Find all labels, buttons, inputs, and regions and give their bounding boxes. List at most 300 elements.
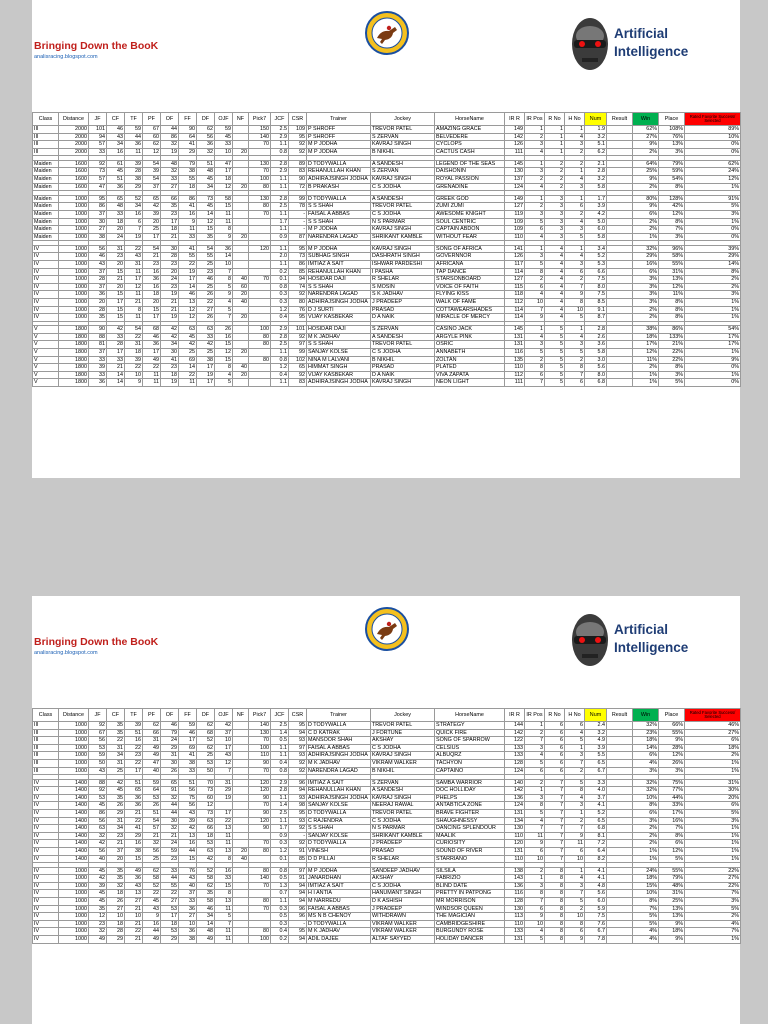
table-cell: 131 (505, 810, 525, 818)
table-row (33, 268, 741, 276)
table-cell: 11 (565, 840, 585, 848)
table-cell (607, 787, 633, 795)
table-cell: 33 (179, 898, 197, 906)
table-cell: 11 (215, 905, 233, 913)
table-cell: 5% (685, 203, 741, 211)
column-header: Trainer (307, 709, 371, 722)
table-cell: 65 (143, 195, 161, 203)
table-cell: 21 (125, 810, 143, 818)
table-cell: 9 (565, 291, 585, 299)
table-cell: 38 (179, 936, 197, 944)
table-cell: 130 (505, 905, 525, 913)
table-cell: 30 (161, 759, 179, 767)
table-cell: VOICE OF FAITH (435, 283, 505, 291)
table-cell: III (33, 729, 59, 737)
table-cell (607, 203, 633, 211)
table-cell (607, 848, 633, 856)
table-cell: 1 (525, 326, 545, 334)
table-cell: 149 (505, 195, 525, 203)
table-cell: 2.5 (271, 341, 289, 349)
table-cell: 3.2 (585, 729, 607, 737)
table-cell: 131 (505, 936, 525, 944)
table-cell: 42 (197, 341, 215, 349)
table-cell: IV (33, 920, 59, 928)
column-header: IR R (505, 113, 525, 126)
table-row (33, 867, 741, 875)
table-row (33, 759, 741, 767)
table-cell: 31 (107, 744, 125, 752)
table-cell: 10 (107, 913, 125, 921)
table-cell: D TODYWALLA (307, 160, 371, 168)
table-cell: 27 (161, 898, 179, 906)
table-cell: IV (33, 936, 59, 944)
table-cell: 11 (215, 936, 233, 944)
table-cell (233, 261, 249, 269)
table-row (33, 802, 741, 810)
table-cell: 7 (545, 855, 565, 863)
table-cell: 59 (179, 722, 197, 730)
ai-line-1: Artificial (614, 622, 669, 637)
table-cell: 91 (161, 787, 179, 795)
table-row (33, 148, 741, 156)
table-cell: 1.1 (271, 752, 289, 760)
table-cell: 1% (633, 379, 659, 387)
table-cell: 5.8 (585, 233, 607, 241)
table-cell: 2.1 (585, 160, 607, 168)
table-cell: 28 (125, 168, 143, 176)
table-cell: 4 (565, 218, 585, 226)
table-cell: 4.1 (585, 867, 607, 875)
table-cell (233, 882, 249, 890)
table-cell: 2.8 (271, 787, 289, 795)
table-cell: 1.2 (271, 306, 289, 314)
table-cell: 34 (197, 183, 215, 191)
table-cell: 92 (289, 825, 307, 833)
column-header: CF (107, 709, 125, 722)
table-cell: 28 (89, 306, 107, 314)
table-cell (607, 253, 633, 261)
table-cell: 40 (233, 364, 249, 372)
table-cell: 1400 (59, 817, 89, 825)
table-cell: 18% (633, 737, 659, 745)
table-cell: 0.3 (271, 840, 289, 848)
table-cell: 33 (107, 333, 125, 341)
table-cell: J PRADEEP (371, 298, 435, 306)
table-cell: 30 (89, 218, 107, 226)
table-cell: 47 (89, 183, 107, 191)
table-row (33, 817, 741, 825)
table-cell: 88 (89, 333, 107, 341)
table-cell: 90 (249, 825, 271, 833)
table-cell: 20 (107, 261, 125, 269)
table-cell (233, 722, 249, 730)
table-cell: 140 (249, 722, 271, 730)
table-cell: 1% (685, 371, 741, 379)
table-cell: D K ASHISH (371, 898, 435, 906)
table-cell: 29% (633, 253, 659, 261)
table-cell: 1000 (59, 928, 89, 936)
table-cell: WINDSOR QUEEN (435, 905, 505, 913)
table-cell (607, 882, 633, 890)
table-cell (607, 195, 633, 203)
table-cell: 15 (125, 855, 143, 863)
table-cell: IV (33, 882, 59, 890)
table-cell: 9 (565, 832, 585, 840)
table-cell: 34 (107, 825, 125, 833)
table-cell: BRAVE FIGHTER (435, 810, 505, 818)
table-cell (233, 875, 249, 883)
table-cell: C S JODHA (371, 183, 435, 191)
table-cell: 3 (525, 141, 545, 149)
table-cell: 114 (505, 306, 525, 314)
table-cell: 0.2 (271, 936, 289, 944)
table-cell: 26% (659, 759, 685, 767)
table-cell: 33 (197, 333, 215, 341)
table-cell: 143 (505, 875, 525, 883)
table-cell: 4 (545, 268, 565, 276)
table-cell: 53 (89, 744, 107, 752)
table-cell: 11 (125, 291, 143, 299)
table-cell (607, 825, 633, 833)
table-cell (233, 195, 249, 203)
table-cell: 1 (545, 141, 565, 149)
table-cell: 140 (249, 875, 271, 883)
table-cell: 16 (143, 920, 161, 928)
table-cell: 33 (179, 233, 197, 241)
table-cell: 28 (161, 253, 179, 261)
table-cell: 135 (505, 356, 525, 364)
table-cell: 95 (89, 195, 107, 203)
table-cell: 19 (125, 233, 143, 241)
table-cell (233, 160, 249, 168)
table-cell: 10 (565, 913, 585, 921)
column-header: IR Pos (525, 113, 545, 126)
table-cell: 81 (89, 341, 107, 349)
table-cell: 5.6 (585, 890, 607, 898)
table-cell: 79 (179, 160, 197, 168)
table-cell: 94 (289, 729, 307, 737)
table-cell: 9 (125, 379, 143, 387)
table-cell: 33 (89, 148, 107, 156)
table-cell: 2 (545, 183, 565, 191)
blog-url[interactable]: analisracing.blogspot.com (34, 54, 98, 60)
table-cell: 22 (161, 890, 179, 898)
table-cell: ROYAL PASSION (435, 176, 505, 184)
table-cell: THE MAGICIAN (435, 913, 505, 921)
table-cell: 7 (545, 802, 565, 810)
table-cell: IV (33, 779, 59, 787)
table-cell: 79% (659, 160, 685, 168)
table-cell: 7 (125, 226, 143, 234)
table-cell: 2 (565, 276, 585, 284)
table-cell: 6% (633, 752, 659, 760)
table-cell: KAVRAJ SINGH (371, 379, 435, 387)
table-cell: 1800 (59, 333, 89, 341)
table-cell: 18 (107, 890, 125, 898)
table-cell (233, 767, 249, 775)
table-cell: 15 (197, 226, 215, 234)
table-cell: 116 (505, 349, 525, 357)
robot-face-icon (568, 610, 612, 674)
table-cell: NEON LIGHT (435, 379, 505, 387)
table-row (33, 737, 741, 745)
table-cell: 83 (289, 168, 307, 176)
table-cell: ALBUQRZ (435, 752, 505, 760)
table-cell: WALK OF FAME (435, 298, 505, 306)
table-cell: 27% (685, 729, 741, 737)
table-cell: 25 (143, 855, 161, 863)
table-cell: 24 (161, 840, 179, 848)
table-cell: 7 (525, 898, 545, 906)
table-cell: 39% (685, 245, 741, 253)
table-cell: 142 (505, 729, 525, 737)
table-cell: 43 (143, 905, 161, 913)
table-cell: 3% (633, 276, 659, 284)
table-cell: 86 (89, 810, 107, 818)
table-cell: 5.8 (585, 349, 607, 357)
table-cell: SHAUGHNESSY (435, 817, 505, 825)
table-cell: 55 (179, 176, 197, 184)
table-cell: 120 (505, 840, 525, 848)
blog-url[interactable]: analisracing.blogspot.com (34, 650, 98, 656)
table-cell: A SANDESH (371, 160, 435, 168)
table-cell: 48 (107, 203, 125, 211)
table-cell: 2000 (59, 141, 89, 149)
table-cell: 5.0 (585, 218, 607, 226)
table-cell: ADIL DAJEE (307, 936, 371, 944)
table-row (33, 882, 741, 890)
table-cell: 3 (565, 226, 585, 234)
table-cell: A SANDESH (371, 195, 435, 203)
table-cell: KAVRAJ SINGH (371, 141, 435, 149)
table-cell (233, 133, 249, 141)
table-cell: 8 (525, 890, 545, 898)
table-cell: 2% (633, 364, 659, 372)
table-cell: IV (33, 276, 59, 284)
table-cell: 11 (215, 218, 233, 226)
table-cell: 93 (289, 817, 307, 825)
table-cell: 1000 (59, 314, 89, 322)
table-cell: 7.5 (585, 291, 607, 299)
table-cell: 28 (107, 928, 125, 936)
table-cell: 3% (659, 233, 685, 241)
table-cell: 15 (107, 314, 125, 322)
table-cell: 2% (633, 306, 659, 314)
table-cell: 36 (143, 341, 161, 349)
column-header: DF (197, 709, 215, 722)
table-cell: 62% (633, 126, 659, 134)
table-cell: 5 (545, 333, 565, 341)
table-cell: 8.2 (585, 855, 607, 863)
table-cell: 1 (565, 744, 585, 752)
table-cell: 36 (125, 141, 143, 149)
table-cell: 36 (125, 802, 143, 810)
column-header: Jockey (371, 113, 435, 126)
table-cell: J FORTUNE (371, 729, 435, 737)
table-cell: 15 (215, 203, 233, 211)
table-cell: 57 (143, 825, 161, 833)
table-cell: 73 (197, 195, 215, 203)
table-cell: 54 (143, 245, 161, 253)
table-cell: 6 (565, 722, 585, 730)
table-cell: - (289, 920, 307, 928)
table-cell: KAVRAJ SINGH (371, 176, 435, 184)
table-cell: IV (33, 314, 59, 322)
table-cell: 1.4 (271, 802, 289, 810)
table-cell: 68 (143, 326, 161, 334)
table-row (33, 203, 741, 211)
table-cell: 43 (179, 875, 197, 883)
table-cell: 9% (685, 356, 741, 364)
table-cell: 39 (143, 210, 161, 218)
table-cell: 4 (525, 928, 545, 936)
table-cell: 52 (125, 195, 143, 203)
table-cell: 73 (197, 810, 215, 818)
column-header: Pick7 (249, 709, 271, 722)
table-cell (249, 306, 271, 314)
table-cell: 7 (525, 379, 545, 387)
table-cell: SANJAY KOLSE (307, 349, 371, 357)
table-cell: ZUMI ZUMI (435, 203, 505, 211)
table-cell: 130 (249, 195, 271, 203)
table-cell: 2 (565, 210, 585, 218)
table-cell: D TODYWALLA (307, 840, 371, 848)
table-cell: 42 (179, 341, 197, 349)
table-cell: 1.9 (585, 126, 607, 134)
table-cell: 3% (633, 767, 659, 775)
table-cell: 4 (545, 306, 565, 314)
table-cell: - (289, 226, 307, 234)
table-cell: 32 (161, 141, 179, 149)
table-cell: 42 (197, 855, 215, 863)
table-cell: 5 (565, 779, 585, 787)
table-cell: ANNABETH (435, 349, 505, 357)
table-cell: 21 (107, 276, 125, 284)
table-cell: 44 (161, 810, 179, 818)
table-cell: 12 (215, 183, 233, 191)
table-cell: 35 (107, 875, 125, 883)
table-cell: 16% (633, 261, 659, 269)
table-cell: FLYING KISS (435, 291, 505, 299)
table-cell: 8.1 (585, 832, 607, 840)
table-row (33, 126, 741, 134)
table-cell: 46 (89, 253, 107, 261)
column-header: HorseName (435, 709, 505, 722)
table-cell (607, 722, 633, 730)
table-cell: 4 (545, 253, 565, 261)
table-cell: 57 (89, 176, 107, 184)
table-cell: 1.1 (271, 898, 289, 906)
table-cell: 22 (125, 744, 143, 752)
table-cell: 1400 (59, 794, 89, 802)
table-cell: III (33, 133, 59, 141)
table-cell: 8 (545, 905, 565, 913)
table-cell: HOSIDAR DAJI (307, 326, 371, 334)
table-cell: 45 (197, 203, 215, 211)
table-cell: 10 (215, 737, 233, 745)
table-cell: 21 (125, 905, 143, 913)
table-cell: 3% (685, 291, 741, 299)
brand-title: Bringing Down the BooK (34, 636, 159, 648)
table-cell: 45 (107, 787, 125, 795)
table-cell: 26 (143, 802, 161, 810)
table-cell: 5 (565, 233, 585, 241)
table-cell: 21 (161, 233, 179, 241)
table-cell: 134 (505, 817, 525, 825)
table-cell: 2000 (59, 126, 89, 134)
table-cell: 46 (161, 722, 179, 730)
table-cell: VIVA ZAPATA (435, 371, 505, 379)
table-row (33, 141, 741, 149)
table-cell: B NIKHIL (371, 148, 435, 156)
table-cell: IV (33, 283, 59, 291)
table-cell: IV (33, 794, 59, 802)
table-cell: 110 (505, 832, 525, 840)
table-cell: 1 (565, 195, 585, 203)
table-cell: IMTIAZ A SAIT (307, 779, 371, 787)
table-cell: KAVRAJ SINGH (371, 752, 435, 760)
table-cell: 12% (685, 176, 741, 184)
table-cell: 5 (525, 261, 545, 269)
table-cell: III (33, 752, 59, 760)
table-cell: 116 (505, 890, 525, 898)
table-cell: 8 (525, 364, 545, 372)
table-cell: 29 (107, 936, 125, 944)
table-cell: 41 (161, 356, 179, 364)
table-cell: 1.1 (271, 379, 289, 387)
table-cell (249, 890, 271, 898)
table-cell: 124 (505, 183, 525, 191)
table-cell: 52 (143, 882, 161, 890)
table-row (33, 848, 741, 856)
table-cell: 12 (215, 759, 233, 767)
table-cell: 1% (685, 306, 741, 314)
table-cell: 44 (161, 802, 179, 810)
table-cell: 6% (633, 268, 659, 276)
table-cell: 2% (633, 825, 659, 833)
table-cell: 0.8 (271, 283, 289, 291)
table-cell: 89 (289, 160, 307, 168)
table-row (33, 905, 741, 913)
table-cell: 5% (659, 379, 685, 387)
table-cell: 80 (249, 867, 271, 875)
table-cell (607, 890, 633, 898)
table-cell: 111 (505, 148, 525, 156)
table-cell: 5 (525, 759, 545, 767)
table-cell: 140 (505, 779, 525, 787)
table-cell: 55% (659, 867, 685, 875)
table-cell: 17 (197, 364, 215, 372)
table-cell: 19 (161, 148, 179, 156)
table-cell: 20 (233, 233, 249, 241)
table-cell: 128 (505, 759, 525, 767)
table-cell: 94 (289, 276, 307, 284)
table-row (33, 245, 741, 253)
table-cell: NINA M LALVANI (307, 356, 371, 364)
table-cell: 12% (659, 283, 685, 291)
table-cell: 91 (289, 875, 307, 883)
table-cell: 15% (633, 882, 659, 890)
table-cell: 25 (197, 752, 215, 760)
table-cell: 1000 (59, 905, 89, 913)
table-cell: 54 (125, 326, 143, 334)
table-cell: ALTAF SAYYED (371, 936, 435, 944)
table-cell (607, 333, 633, 341)
table-cell: 44 (161, 875, 179, 883)
table-cell (249, 920, 271, 928)
table-cell (607, 729, 633, 737)
table-cell: NEERAJ RAWAL (371, 802, 435, 810)
